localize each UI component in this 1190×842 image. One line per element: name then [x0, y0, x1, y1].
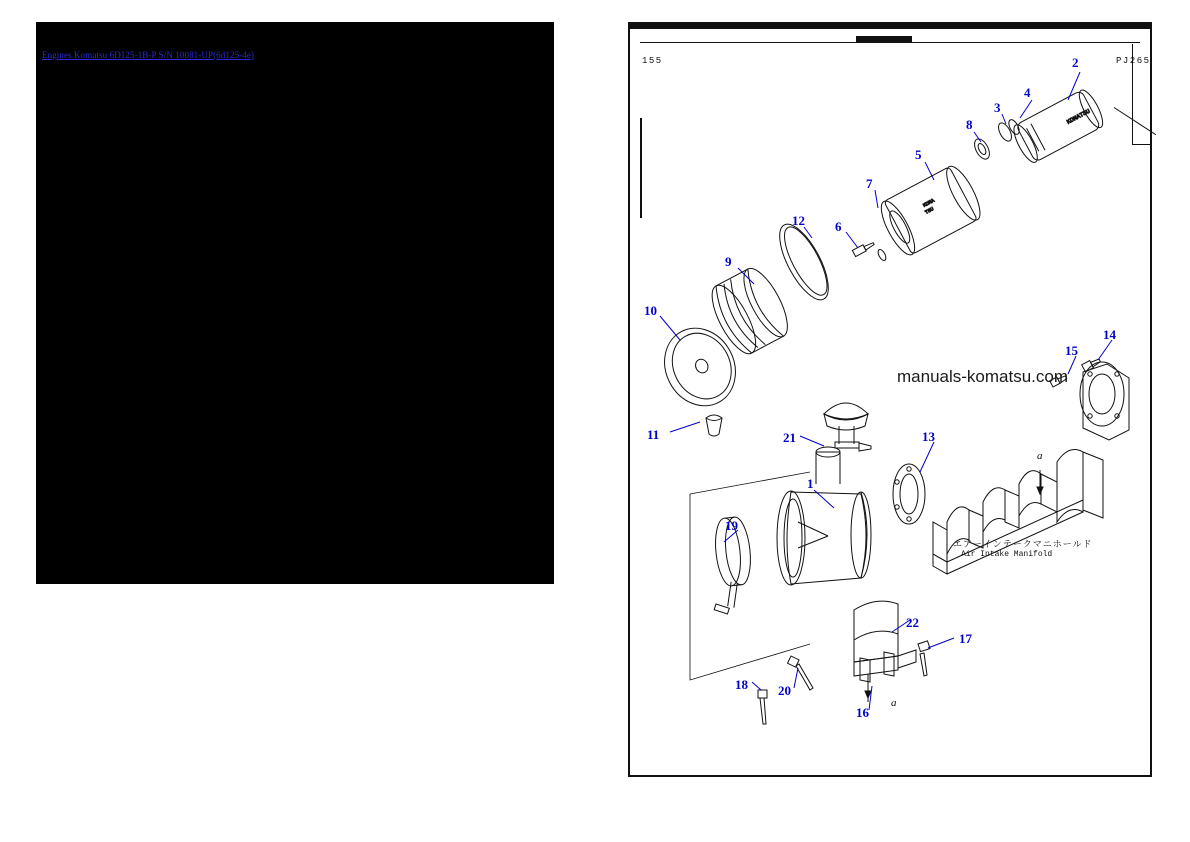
svg-text:KOMA: KOMA — [922, 197, 936, 209]
svg-text:TSU: TSU — [924, 206, 935, 216]
section-mark-a-bracket: a — [891, 697, 897, 709]
callout-15: 15 — [1065, 343, 1078, 358]
callout-4: 4 — [1024, 85, 1031, 100]
callout-21: 21 — [783, 430, 796, 445]
parts-diagram-panel — [628, 22, 1152, 777]
callout-20: 20 — [778, 683, 791, 698]
exploded-view-artwork — [628, 22, 1152, 777]
callout-19: 19 — [725, 518, 738, 533]
callout-18: 18 — [735, 677, 748, 692]
catalog-title-link[interactable]: Engines Komatsu 6D125-1B-P S/N 10081-UP(6d125-4e) — [42, 50, 255, 60]
svg-text:KOMATSU: KOMATSU — [1065, 107, 1092, 126]
page-number-left: 155 — [642, 56, 663, 66]
callout-3: 3 — [994, 100, 1001, 115]
callout-13: 13 — [922, 429, 935, 444]
callout-9: 9 — [725, 254, 732, 269]
watermark-text: manuals-komatsu.com — [897, 367, 1069, 386]
callout-16: 16 — [856, 705, 869, 720]
callout-12: 12 — [792, 213, 805, 228]
callout-22: 22 — [906, 615, 919, 630]
callout-7: 7 — [866, 176, 873, 191]
callout-1: 1 — [807, 476, 814, 491]
callout-6: 6 — [835, 219, 842, 234]
label-air-intake-manifold-en: Air Intake Manifold — [961, 550, 1053, 559]
callout-8: 8 — [966, 117, 973, 132]
left-black-panel — [36, 22, 554, 584]
callout-14: 14 — [1103, 327, 1116, 342]
callout-5: 5 — [915, 147, 922, 162]
label-air-intake-manifold-jp: エアーインテークマニホールド — [953, 540, 1093, 550]
callout-11: 11 — [647, 427, 660, 442]
callout-10: 10 — [644, 303, 657, 318]
section-mark-a-manifold: a — [1037, 450, 1043, 462]
callout-17: 17 — [959, 631, 972, 646]
callout-2: 2 — [1072, 55, 1079, 70]
page-code-right: PJ265 — [1116, 56, 1151, 66]
